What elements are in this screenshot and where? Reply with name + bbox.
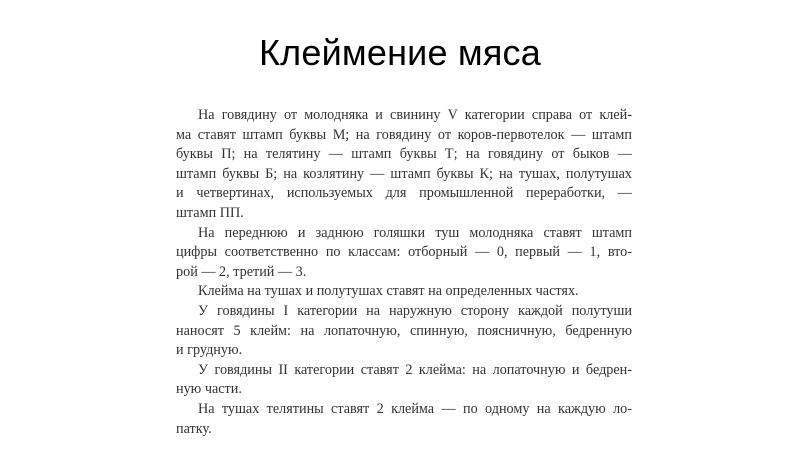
text-line: цифры соответственно по классам: отборный — 0, первый — 1, вто- xyxy=(176,244,632,261)
text-line: На тушах телятины ставят 2 клейма — по одному на каждую ло- xyxy=(198,400,632,417)
text-line: наносят 5 клейм: на лопаточную, спинную, поясничную, бедренную xyxy=(176,322,632,339)
text-line: штамп ПП. xyxy=(176,204,244,221)
scanned-text-block xyxy=(176,106,632,439)
text-line: и четвертинах, используемых для промышленной переработки, — xyxy=(176,185,632,202)
text-line: Клейма на тушах и полутушах ставят на определенных частях. xyxy=(198,283,579,300)
text-line: буквы П; на телятину — штамп буквы Т; на говядину от быков — xyxy=(176,146,632,163)
text-line: рой — 2, третий — 3. xyxy=(176,263,307,280)
text-line: У говядины I категории на наружную сторону каждой полутуши xyxy=(198,302,632,319)
text-line: патку. xyxy=(176,420,212,437)
text-line: У говядины II категории ставят 2 клейма: на лопаточную и бедрен- xyxy=(198,361,632,378)
text-line: штамп буквы Б; на козлятину — штамп буквы К; на тушах, полутушах xyxy=(176,165,632,182)
text-line: и грудную. xyxy=(176,342,243,359)
text-line: На говядину от молодняка и свинину V категории справа от клей- xyxy=(198,107,632,123)
text-line: На переднюю и заднюю голяшки туш молодняка ставят штамп xyxy=(198,224,632,241)
text-line: ную части. xyxy=(176,381,242,398)
text-line: ма ставят штамп буквы М; на говядину от коров-первотелок — штамп xyxy=(176,126,632,143)
slide-title: Клеймение мяса xyxy=(259,32,541,73)
